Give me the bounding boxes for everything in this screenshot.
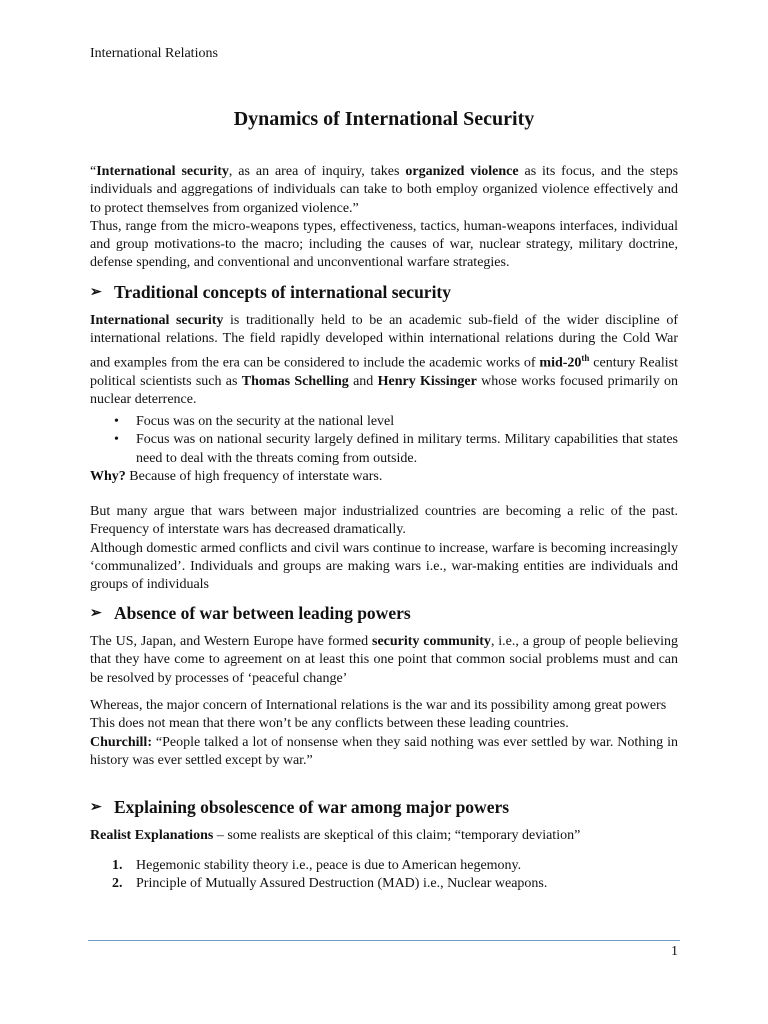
section-heading-obsolescence: ➢ Explaining obsolescence of war among major powers [90,797,510,817]
page-title: Dynamics of International Security [233,108,535,130]
bullet-dot-icon: • [114,432,119,448]
section-heading-absence: ➢ Absence of war between leading powers [90,603,411,623]
section-heading-traditional: ➢ Traditional concepts of international security [90,282,452,302]
list-item: • Focus was on national security largely defined in military terms. Military capabilities that states need to deal with the threats coming from outside. [114,432,678,466]
section1-paragraph-2: But many argue that wars between major industrialized countries are becoming a relic of the past. Frequency of interstate wars has decreased dramatically. Although domestic armed conflicts and civil wars continue to increase, warfare is becoming increasingly ‘communalized’. Individuals and groups are making wars i.e., war-making entities are individuals and groups of individuals [90,504,678,593]
arrow-right-icon: ➢ [90,800,102,815]
list-item: 1. Hegemonic stability theory i.e., peace is due to American hegemony. [112,858,522,873]
page-number: 1 [671,944,678,959]
section3-list [90,857,678,894]
section1-bullets: • Focus was on the security at the national level • Focus was on national security largely defined in military terms. Military capabilities that states need to deal with the threats coming from outside. Why? Because of high frequency of interstate wars. [90,414,678,484]
section2-paragraph-2: Whereas, the major concern of International relations is the war and its possibility among great powers This does not mean that there won’t be any conflicts between these leading countries. Churchill: “People talked a lot of nonsense when they said nothing was ever settled by war. Nothing in history was ever settled except by war.” [90,698,678,768]
section1-paragraph: International security is traditionally held to be an academic sub-field of the wider discipline of international relations. The field rapidly developed within international relations during the Cold War and examples from the era can be considered to include the academic works of mid-20th century Realist political scientists such as Thomas Schelling and Henry Kissinger whose works focused primarily on nuclear deterrence. [90,313,679,407]
list-item: 2. Principle of Mutually Assured Destruction (MAD) i.e., Nuclear weapons. [112,876,548,892]
section3-paragraph: Realist Explanations – some realists are skeptical of this claim; “temporary deviation” [90,828,581,843]
arrow-right-icon: ➢ [90,285,102,300]
list-item: • Focus was on the security at the national level [90,413,678,431]
footer-rule [88,940,680,941]
intro-thus: Thus, range from the micro-weapons types, effectiveness, tactics, human-weapons interfaces, individual and group motivations-to the macro; including the causes of war, nuclear strategy, military doctrine, defense spending, and conventional and unconventional warfare strategies. [90,218,678,271]
section2-paragraph: The US, Japan, and Western Europe have formed security community, i.e., a group of people believing that they have come to agreement on at least this one point that common social problems must and can be resolved by processes of ‘peaceful change’ [90,634,679,686]
intro-paragraph: “International security, as an area of inquiry, takes organized violence as its focus, and the steps individuals and aggregations of individuals can take to both employ organized violence effectively and to protect themselves from organized violence.” Thus, range from the micro-weapons types, effectiveness, tactics, human-weapons interfaces, individual and group motivations-to the macro; including the causes of war, nuclear strategy, military doctrine, defense spending, and conventional and unconventional warfare strategies. [90,163,678,273]
running-header: International Relations [90,46,218,61]
bullet-dot-icon: • [114,414,119,429]
arrow-right-icon: ➢ [90,606,102,621]
